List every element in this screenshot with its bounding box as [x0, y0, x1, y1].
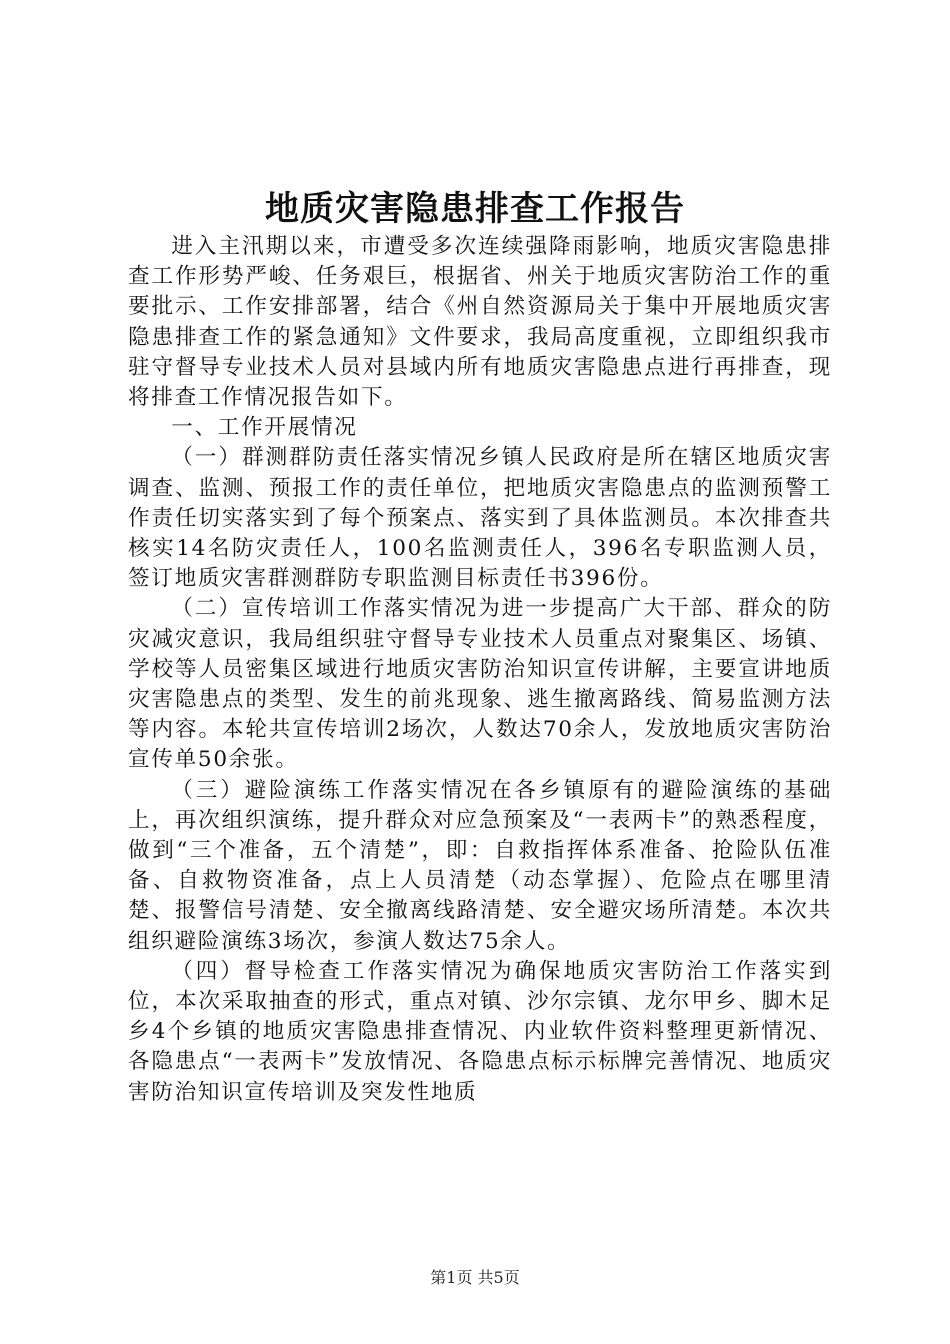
section-heading-work-progress: 一、工作开展情况 — [171, 415, 358, 441]
page-number-footer: 第1页 共5页 — [430, 1268, 520, 1287]
document-title: 地质灾害隐患排查工作报告 — [265, 189, 685, 229]
document-body — [128, 232, 832, 1108]
paragraph-drill: （三）避险演练工作落实情况在各乡镇原有的避险演练的基础上，再次组织演练，提升群众对应急预案及“一表两卡”的熟悉程度，做到“三个准备，五个清楚”，即：自救指挥体系准备、抢险队伍准备、自救物资准备，点上人员清楚（动态掌握）、危险点在哪里清楚、报警信号清楚、安全撤离线路清楚、安全避灾场所清楚。本次共组织避险演练3场次，参演人数达75余人。 — [128, 777, 832, 954]
paragraph-inspection: （四）督导检查工作落实情况为确保地质灾害防治工作落实到位，本次采取抽查的形式，重点对镇、沙尔宗镇、龙尔甲乡、脚木足乡4个乡镇的地质灾害隐患排查情况、内业软件资料整理更新情况、各隐患点“一表两卡”发放情况、各隐患点标示标牌完善情况、地质灾害防治知识宣传培训及突发性地质 — [128, 958, 832, 1105]
paragraph-intro: 进入主汛期以来，市遭受多次连续强降雨影响，地质灾害隐患排查工作形势严峻、任务艰巨，根据省、州关于地质灾害防治工作的重要批示、工作安排部署，结合《州自然资源局关于集中开展地质灾害隐患排查工作的紧急通知》文件要求，我局高度重视，立即组织我市驻守督导专业技术人员对县域内所有地质灾害隐患点进行再排查，现将排查工作情况报告如下。 — [128, 234, 832, 411]
paragraph-training: （二）宣传培训工作落实情况为进一步提高广大干部、群众的防灾减灾意识，我局组织驻守督导专业技术人员重点对聚集区、场镇、学校等人员密集区域进行地质灾害防治知识宣传讲解，主要宣讲地质灾害隐患点的类型、发生的前兆现象、逃生撤离路线、简易监测方法等内容。本轮共宣传培训2场次，人数达70余人，发放地质灾害防治宣传单50余张。 — [128, 596, 832, 773]
paragraph-responsibility: （一）群测群防责任落实情况乡镇人民政府是所在辖区地质灾害调查、监测、预报工作的责任单位，把地质灾害隐患点的监测预警工作责任切实落实到了每个预案点、落实到了具体监测员。本次排查共核实14名防灾责任人，100名监测责任人，396名专职监测人员，签订地质灾害群测群防专职监测目标责任书396份。 — [128, 445, 832, 592]
